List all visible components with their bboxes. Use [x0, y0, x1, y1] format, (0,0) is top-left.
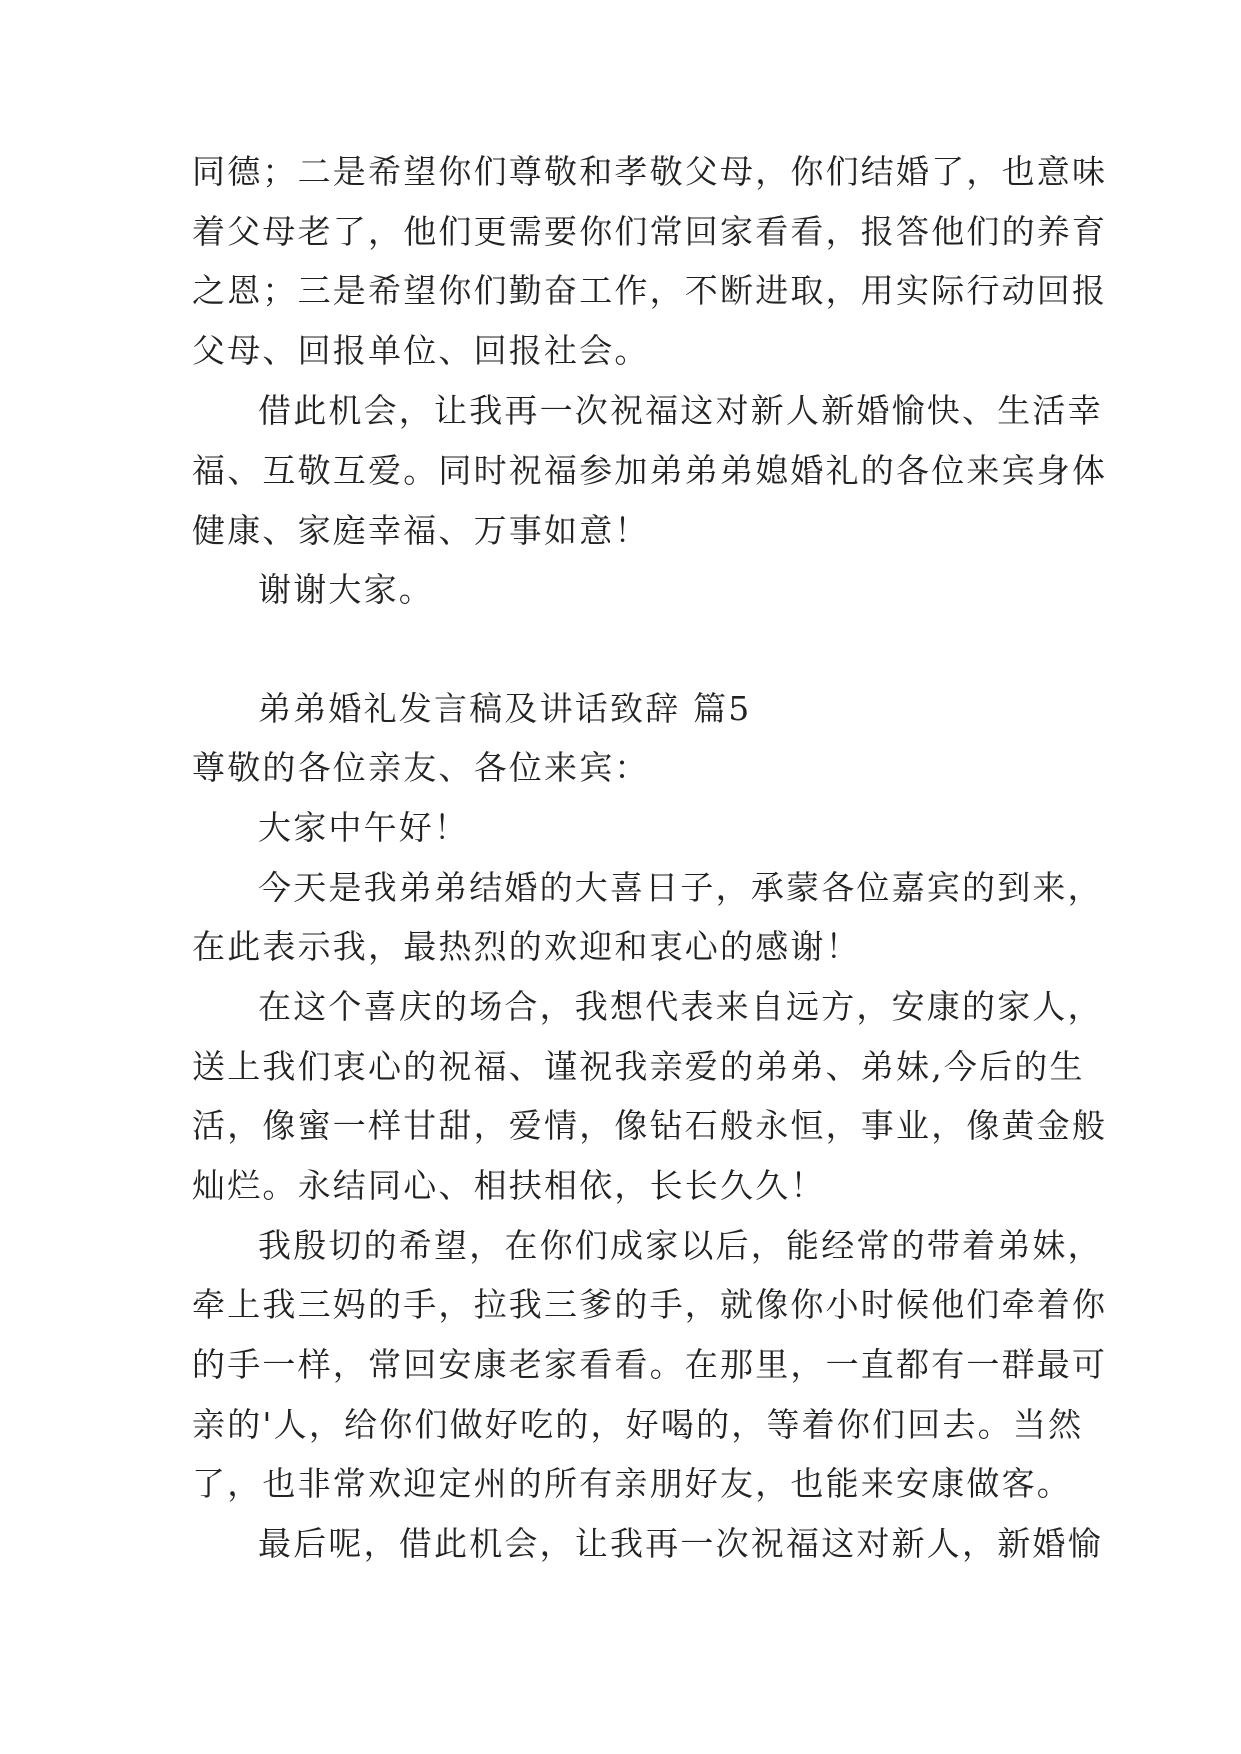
- body-text-line: 福、互敬互爱。同时祝福参加弟弟弟媳婚礼的各位来宾身体: [192, 451, 1108, 490]
- body-text-line: 送上我们衷心的祝福、谨祝我亲爱的弟弟、弟妹,今后的生: [192, 1047, 1085, 1086]
- body-text-line: 健康、家庭幸福、万事如意！: [192, 511, 650, 550]
- body-text-line: 了，也非常欢迎定州的所有亲朋好友，也能来安康做客。: [192, 1464, 1072, 1503]
- body-text-line: 同德；二是希望你们尊敬和孝敬父母，你们结婚了，也意味: [192, 152, 1108, 191]
- body-text-line: 灿烂。永结同心、相扶相依，长长久久！: [192, 1166, 826, 1205]
- body-text-line: 亲的'人，给你们做好吃的，好喝的，等着你们回去。当然: [192, 1405, 1084, 1444]
- body-text-line: 谢谢大家。: [258, 570, 434, 609]
- body-text-line: 的手一样，常回安康老家看看。在那里，一直都有一群最可: [192, 1345, 1108, 1384]
- body-text-line: 在此表示我，最热烈的欢迎和衷心的感谢！: [192, 927, 861, 966]
- body-text-line: 活，像蜜一样甘甜，爱情，像钻石般永恒，事业，像黄金般: [192, 1106, 1108, 1145]
- body-text-line: 最后呢，借此机会，让我再一次祝福这对新人，新婚愉: [258, 1524, 1103, 1563]
- body-text-line: 借此机会，让我再一次祝福这对新人新婚愉快、生活幸: [258, 391, 1103, 430]
- greeting: 大家中午好！: [258, 808, 470, 847]
- body-text-line: 今天是我弟弟结婚的大喜日子，承蒙各位嘉宾的到来，: [258, 868, 1103, 907]
- body-text-line: 着父母老了，他们更需要你们常回家看看，报答他们的养育: [192, 212, 1108, 251]
- body-text-line: 在这个喜庆的场合，我想代表来自远方，安康的家人，: [258, 987, 1103, 1026]
- body-text-line: 牵上我三妈的手，拉我三爹的手，就像你小时候他们牵着你: [192, 1285, 1108, 1324]
- body-text-line: 父母、回报单位、回报社会。: [192, 331, 650, 370]
- body-text-line: 我殷切的希望，在你们成家以后，能经常的带着弟妹，: [258, 1226, 1103, 1265]
- section-heading: 弟弟婚礼发言稿及讲话致辞 篇5: [258, 689, 752, 728]
- body-text-line: 之恩；三是希望你们勤奋工作，不断进取，用实际行动回报: [192, 271, 1108, 310]
- salutation: 尊敬的各位亲友、各位来宾：: [192, 748, 650, 787]
